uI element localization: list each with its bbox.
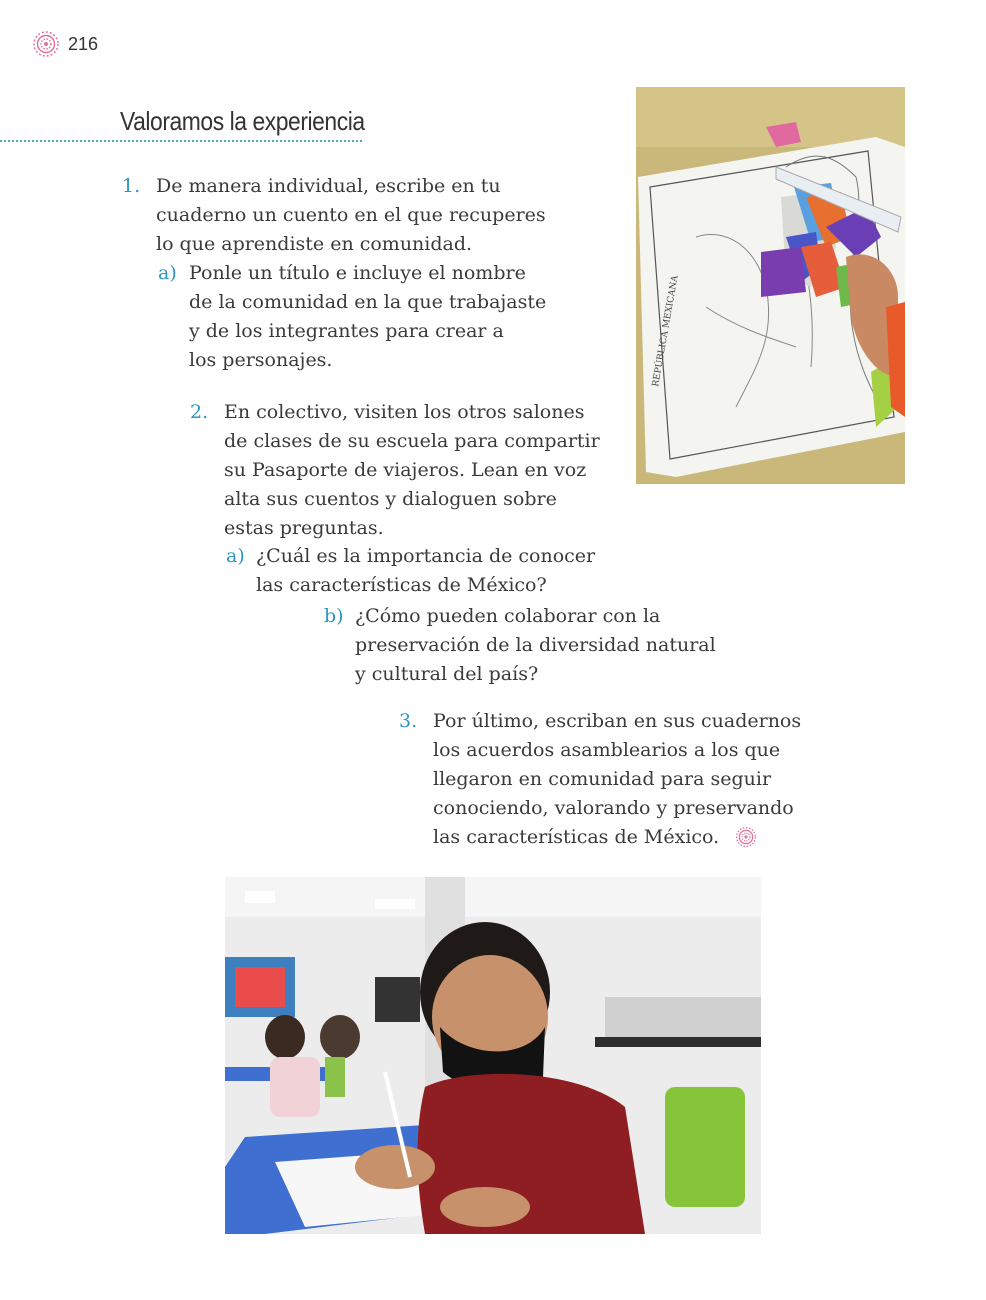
item-2-number: 2. xyxy=(190,401,209,423)
item-1a-marker: a) xyxy=(158,262,177,284)
ornament-icon xyxy=(32,30,60,58)
item-2a-text: ¿Cuál es la importancia de conocer las características de México? xyxy=(256,545,596,596)
item-3-text: Por último, escriban en sus cuadernos los acuerdos asamblearios a los que llegaron en comunidad para seguir conociendo, valorando y preservando las características de México. xyxy=(433,710,802,848)
item-1-text: De manera individual, escribe en tu cuaderno un cuento en el que recuperes lo que aprendiste en comunidad. xyxy=(156,175,546,255)
item-2b-text: ¿Cómo pueden colaborar con la preservación de la diversidad natural y cultural del país? xyxy=(355,605,716,685)
item-2a-marker: a) xyxy=(226,545,245,567)
item-2-text: En colectivo, visiten los otros salones de clases de su escuela para compartir su Pasaporte de viajeros. Lean en voz alta sus cuentos y dialoguen sobre estas preguntas. xyxy=(224,401,600,539)
classroom-photo xyxy=(225,877,761,1234)
page-number: 216 xyxy=(68,33,99,54)
end-ornament-icon xyxy=(735,826,757,848)
item-1a-text: Ponle un título e incluye el nombre de la comunidad en la que trabajaste y de los integrantes para crear a los personajes. xyxy=(189,262,547,371)
map-photo xyxy=(636,87,905,484)
item-3-number: 3. xyxy=(399,710,418,732)
section-title: Valoramos la experiencia xyxy=(120,106,365,136)
heading-underline xyxy=(0,140,362,142)
item-1-number: 1. xyxy=(122,175,141,197)
page-header xyxy=(32,30,98,58)
item-2b-marker: b) xyxy=(324,605,344,627)
map-label: REPÚBLICA MEXICANA xyxy=(651,274,681,388)
